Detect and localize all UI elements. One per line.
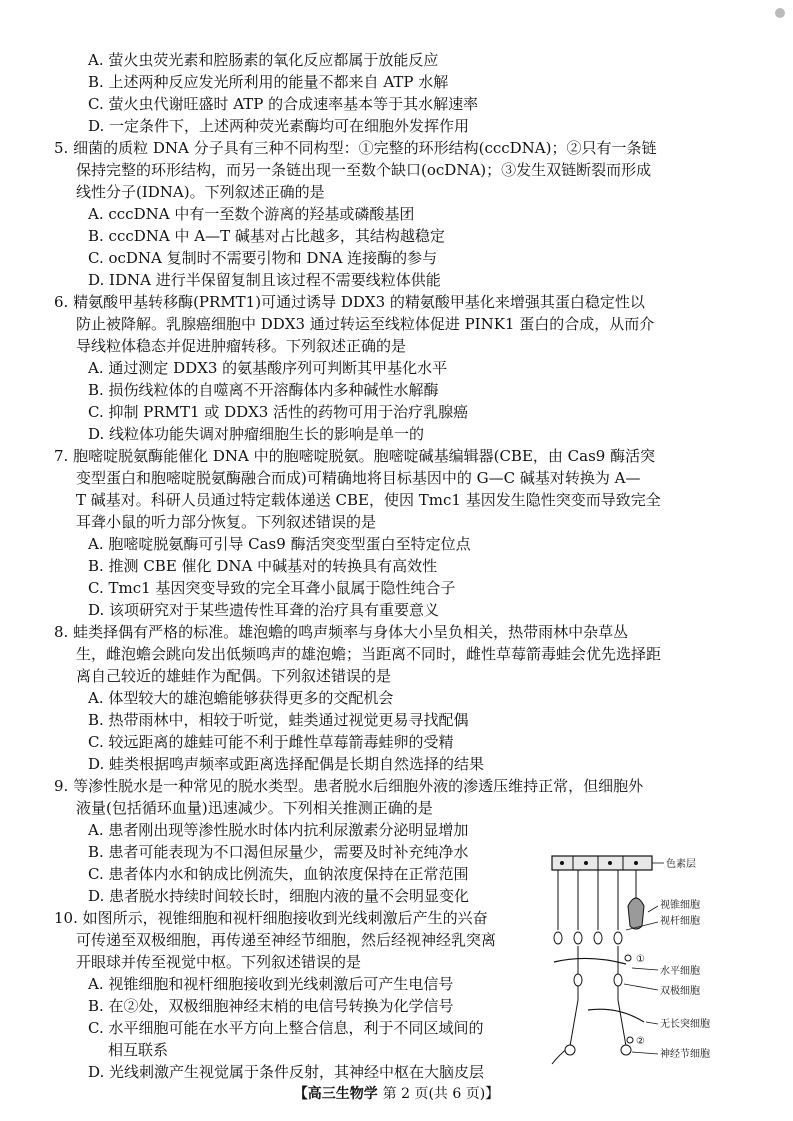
scan-mark xyxy=(775,8,785,18)
pigment-layer-label: 色素层 xyxy=(666,859,696,870)
cone-cell-shape xyxy=(628,898,644,929)
q10-option-d: D. 光线刺激产生视觉属于条件反射，其神经中枢在大脑皮层 xyxy=(88,1063,485,1081)
q9-option-d: D. 患者脱水持续时间较长时，细胞内液的量不会明显变化 xyxy=(88,887,470,905)
q8-option-c: C. 较远距离的雄蛙可能不利于雌性草莓箭毒蛙卵的受精 xyxy=(88,733,454,751)
q8-stem-line3: 离自己较近的雄蛙作为配偶。下列叙述错误的是 xyxy=(76,667,392,685)
q4-option-d: D. 一定条件下，上述两种荧光素酶均可在细胞外发挥作用 xyxy=(88,117,470,135)
q5-option-a: A. cccDNA 中有一至数个游离的羟基或磷酸基团 xyxy=(88,205,415,223)
retina-diagram xyxy=(548,850,738,1070)
rod-cell-label: 视杆细胞 xyxy=(660,916,700,927)
q7-option-d: D. 该项研究对于某些遗传性耳聋的治疗具有重要意义 xyxy=(88,601,440,619)
q7-option-b: B. 推测 CBE 催化 DNA 中碱基对的转换具有高效性 xyxy=(88,557,438,575)
amacrine-cell-shape xyxy=(588,1009,644,1022)
q10-option-a: A. 视锥细胞和视杆细胞接收到光线刺激后可产生电信号 xyxy=(88,975,454,993)
page-footer xyxy=(0,1083,793,1103)
q5-stem-line2: 保持完整的环形结构，而另一条链出现一至数个缺口(ocDNA)；③发生双链断裂而形成 xyxy=(76,161,652,179)
q10-option-c-continued: 相互联系 xyxy=(108,1041,169,1059)
q8-option-a: A. 体型较大的雄泡蟾能够获得更多的交配机会 xyxy=(88,689,394,707)
q6-option-c: C. 抑制 PRMT1 或 DDX3 活性的药物可用于治疗乳腺癌 xyxy=(88,403,469,421)
q10-stem-line3: 开眼球并传至视觉中枢。下列叙述错误的是 xyxy=(76,953,362,971)
q8-stem-line2: 生，雌泡蟾会跳向发出低频鸣声的雄泡蟾；当距离不同时，雌性草莓箭毒蛙会优先选择距 xyxy=(76,645,662,663)
horizontal-cell-label: 水平细胞 xyxy=(660,966,700,977)
q7-stem-line1: 7. 胞嘧啶脱氨酶能催化 DNA 中的胞嘧啶脱氨。胞嘧啶碱基编辑器(CBE，由 Cas9 酶活突 xyxy=(54,447,656,465)
q9-stem-line2: 液量(包括循环血量)迅速减少。下列相关推测正确的是 xyxy=(76,799,433,817)
horizontal-cell-shape xyxy=(554,958,626,964)
q7-stem-line2: 变型蛋白和胞嘧啶脱氨酶融合而成)可精确地将目标基因中的 G—C 碱基对转换为 A— xyxy=(76,469,641,487)
q4-option-b: B. 上述两种反应发光所利用的能量不都来自 ATP 水解 xyxy=(88,73,449,91)
q6-stem-line1: 6. 精氨酸甲基转移酶(PRMT1)可通过诱导 DDX3 的精氨酸甲基化来增强其蛋白稳定性以 xyxy=(54,293,645,311)
q9-option-a: A. 患者刚出现等渗性脱水时体内抗利尿激素分泌明显增加 xyxy=(88,821,469,839)
synapse-mark-2: ② xyxy=(636,1036,645,1047)
q10-stem-line1: 10. 如图所示，视锥细胞和视杆细胞接收到光线刺激后产生的兴奋 xyxy=(54,909,488,927)
q7-stem-line4: 耳聋小鼠的听力部分恢复。下列叙述错误的是 xyxy=(76,513,377,531)
q5-option-c: C. ocDNA 复制时不需要引物和 DNA 连接酶的参与 xyxy=(88,249,438,267)
ganglion-cell-label: 神经节细胞 xyxy=(660,1049,710,1060)
q8-option-b: B. 热带雨林中，相较于听觉，蛙类通过视觉更易寻找配偶 xyxy=(88,711,469,729)
q10-option-c: C. 水平细胞可能在水平方向上整合信息，利于不同区域间的 xyxy=(88,1019,484,1037)
q8-option-d: D. 蛙类根据鸣声频率或距离选择配偶是长期自然选择的结果 xyxy=(88,755,485,773)
cone-cell-label: 视锥细胞 xyxy=(660,900,700,911)
q9-option-c: C. 患者体内水和钠成比例流失，血钠浓度保持在正常范围 xyxy=(88,865,469,883)
q7-option-c: C. Tmc1 基因突变导致的完全耳聋小鼠属于隐性纯合子 xyxy=(88,579,456,597)
bipolar-cell-label: 双极细胞 xyxy=(660,986,700,997)
q4-option-a: A. 萤火虫荧光素和腔肠素的氧化反应都属于放能反应 xyxy=(88,51,439,69)
q10-stem-line2: 可传递至双极细胞，再传递至神经节细胞，然后经视神经乳突离 xyxy=(76,931,497,949)
q6-option-d: D. 线粒体功能失调对肿瘤细胞生长的影响是单一的 xyxy=(88,425,425,443)
q6-stem-line3: 导线粒体稳态并促进肿瘤转移。下列叙述正确的是 xyxy=(76,337,407,355)
q7-option-a: A. 胞嘧啶脱氨酶可引导 Cas9 酶活突变型蛋白至特定位点 xyxy=(88,535,471,553)
synapse-mark-1: ① xyxy=(636,954,645,965)
q9-option-b: B. 患者可能表现为不口渴但尿量少，需要及时补充纯净水 xyxy=(88,843,469,861)
q9-stem-line1: 9. 等渗性脱水是一种常见的脱水类型。患者脱水后细胞外液的渗透压维持正常，但细胞外 xyxy=(54,777,644,795)
q10-option-b: B. 在②处，双极细胞神经末梢的电信号转换为化学信号 xyxy=(88,997,454,1015)
q6-option-a: A. 通过测定 DDX3 的氨基酸序列可判断其甲基化水平 xyxy=(88,359,448,377)
q8-stem-line1: 8. 蛙类择偶有严格的标准。雄泡蟾的鸣声频率与身体大小呈负相关，热带雨林中杂草丛 xyxy=(54,623,629,641)
q5-option-d: D. IDNA 进行半保留复制且该过程不需要线粒体供能 xyxy=(88,271,441,289)
amacrine-cell-label: 无长突细胞 xyxy=(660,1019,710,1030)
q7-stem-line3: T 碱基对。科研人员通过特定载体递送 CBE，使因 Tmc1 基因发生隐性突变而导致完全 xyxy=(76,491,661,509)
q6-option-b: B. 损伤线粒体的自噬离不开溶酶体内多种碱性水解酶 xyxy=(88,381,439,399)
q5-option-b: B. cccDNA 中 A—T 碱基对占比越多，其结构越稳定 xyxy=(88,227,445,245)
q4-option-c: C. 萤火虫代谢旺盛时 ATP 的合成速率基本等于其水解速率 xyxy=(88,95,479,113)
footer-subject: 【高三生物学 xyxy=(293,1086,378,1102)
q5-stem-line3: 线性分子(IDNA)。下列叙述正确的是 xyxy=(76,183,325,201)
q5-stem-line1: 5. 细菌的质粒 DNA 分子具有三种不同构型：①完整的环形结构(cccDNA)；②只有一条链 xyxy=(54,139,657,157)
q6-stem-line2: 防止被降解。乳腺癌细胞中 DDX3 通过转运至线粒体促进 PINK1 蛋白的合成，从而介 xyxy=(76,315,655,333)
footer-page-number: 第 2 页(共 6 页)】 xyxy=(382,1086,500,1102)
